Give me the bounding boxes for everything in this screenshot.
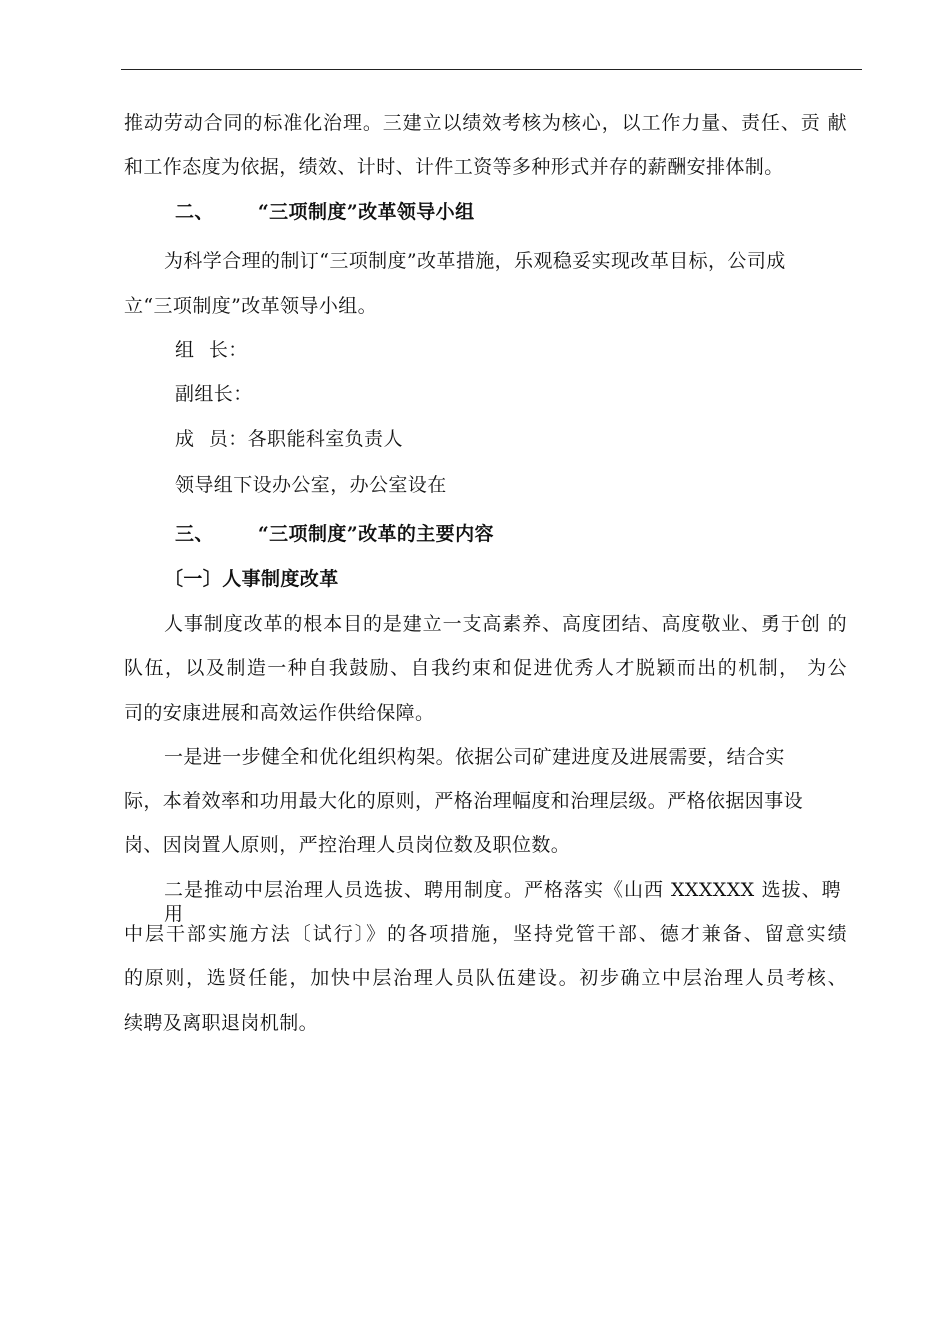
deputy-leader-line: 副组长：: [175, 383, 253, 405]
paragraph-line: 中层干部实施方法〔试行〕》的各项措施，坚持党管干部、德才兼备、留意实绩: [124, 923, 847, 945]
paragraph-line: 的原则，选贤任能，加快中层治理人员队伍建设。初步确立中层治理人员考核、: [124, 967, 847, 989]
section-number: 三、: [175, 523, 214, 545]
members-line: 成 员：各职能科室负责人: [175, 428, 403, 450]
paragraph-line: 岗、因岗置人原则，严控治理人员岗位数及职位数。: [124, 834, 571, 856]
paragraph-line: 司的安康进展和高效运作供给保障。: [124, 702, 435, 724]
paragraph-line: 为科学合理的制订“三项制度”改革措施，乐观稳妥实现改革目标，公司成: [164, 250, 786, 272]
paragraph-line: 队伍，以及制造一种自我鼓励、自我约束和促进优秀人才脱颖而出的机制， 为公: [124, 657, 847, 679]
paragraph-line: 立“三项制度”改革领导小组。: [124, 295, 378, 317]
team-leader-line: 组 长：: [175, 339, 248, 361]
section-title: “三项制度”改革领导小组: [257, 201, 475, 223]
paragraph-line: 际，本着效率和功用最大化的原则，严格治理幅度和治理层级。严格依据因事设: [124, 790, 804, 812]
paragraph-line: 二是推动中层治理人员选拔、聘用制度。严格落实《山西 XXXXXX 选拔、聘用: [164, 879, 841, 925]
section-heading-3: [175, 522, 494, 546]
paragraph-line: 人事制度改革的根本目的是建立一支高素养、高度团结、高度敬业、勇于创 的: [164, 613, 847, 635]
paragraph-line: 一是进一步健全和优化组织构架。依据公司矿建进度及进展需要，结合实: [164, 746, 785, 768]
paragraph-line: 和工作态度为依据，绩效、计时、计件工资等多种形式并存的薪酬安排体制。: [124, 156, 784, 178]
office-line: 领导组下设办公室，办公室设在: [175, 474, 447, 496]
section-heading-2: [175, 200, 474, 224]
paragraph-line: 推动劳动合同的标准化治理。三建立以绩效考核为核心，以工作力量、责任、贡 献: [124, 112, 847, 134]
header-rule: [121, 69, 862, 70]
section-title: “三项制度”改革的主要内容: [257, 523, 494, 545]
paragraph-line: 续聘及离职退岗机制。: [124, 1012, 319, 1034]
section-number: 二、: [175, 201, 214, 223]
subsection-heading: 〔一〕人事制度改革: [164, 568, 339, 590]
